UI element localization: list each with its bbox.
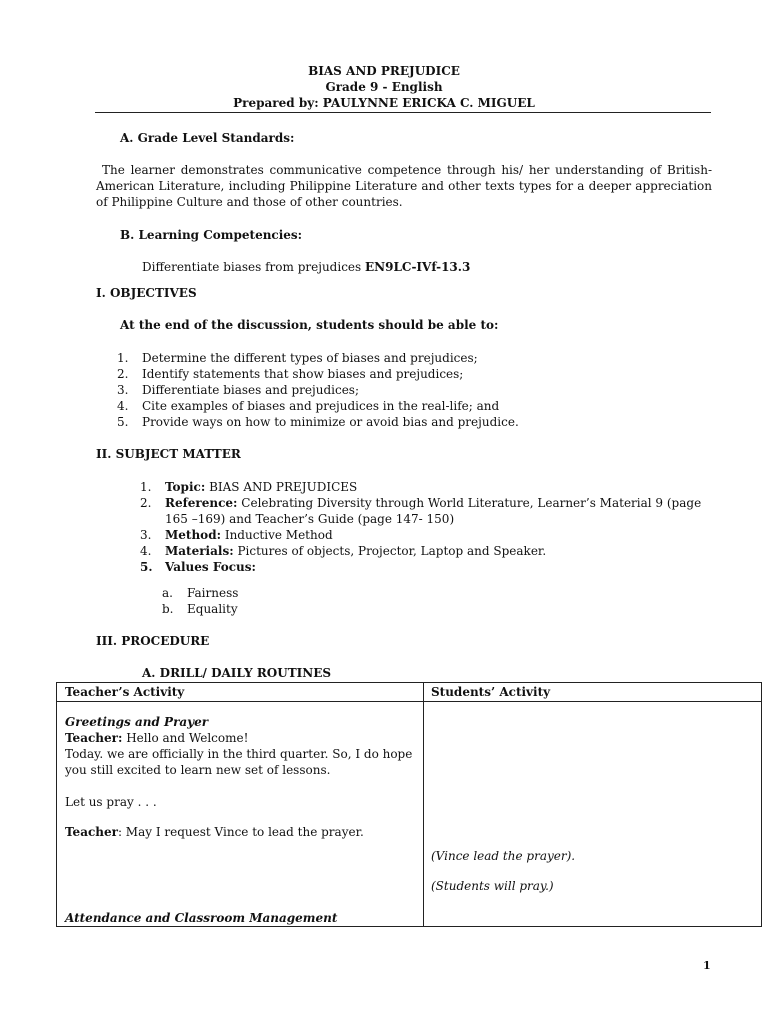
table-header-divider: [57, 701, 761, 702]
list-item-continuation: 165 –169) and Teacher’s Guide (page 147- 150): [165, 512, 455, 526]
subject-matter-heading: II. SUBJECT MATTER: [96, 447, 241, 461]
table-column-divider: [423, 683, 424, 926]
subject-matter-list: [140, 479, 702, 575]
objectives-list: [117, 350, 519, 430]
list-item: 3. Differentiate biases and prejudices;: [117, 383, 360, 397]
document-title: BIAS AND PREJUDICE: [308, 64, 460, 78]
objectives-heading: I. OBJECTIVES: [96, 286, 197, 300]
teacher-line: you still excited to learn new set of lessons.: [65, 763, 331, 777]
learning-competency: [142, 260, 470, 274]
section-a-heading: A. Grade Level Standards:: [120, 131, 295, 145]
list-item: 1. Determine the different types of biases and prejudices;: [117, 351, 478, 365]
activity-table: [56, 682, 762, 927]
grade-level-standards-text: The learner demonstrates communicative competence through his/ her understanding of British-American Literature, including Philippine Literature and other texts types for a deeper appreciation of Philippine Culture and those of other countries.: [96, 163, 712, 209]
grade-line: Grade 9 - English: [325, 80, 443, 94]
teacher-line: Let us pray . . .: [65, 795, 157, 809]
list-item: 5. Provide ways on how to minimize or avoid bias and prejudice.: [117, 415, 519, 429]
attendance-heading: Attendance and Classroom Management: [65, 911, 338, 925]
list-item: 1. Topic: BIAS AND PREJUDICES: [140, 480, 358, 494]
objectives-intro: At the end of the discussion, students should be able to:: [120, 318, 499, 332]
greetings-heading: Greetings and Prayer: [65, 715, 209, 729]
drill-heading: A. DRILL/ DAILY ROUTINES: [142, 666, 332, 680]
list-item: b. Equality: [162, 602, 238, 616]
students-activity-header: Students’ Activity: [431, 685, 551, 699]
list-item: 2. Identify statements that show biases and prejudices;: [117, 367, 464, 381]
teacher-activity-header: Teacher’s Activity: [65, 685, 185, 699]
values-list: [162, 585, 239, 617]
student-response: (Students will pray.): [431, 879, 554, 893]
list-item: 5. Values Focus:: [140, 560, 256, 574]
procedure-heading: III. PROCEDURE: [96, 634, 210, 648]
competency-code: EN9LC-IVf-13.3: [365, 260, 471, 274]
competency-text: Differentiate biases from prejudices: [142, 260, 365, 274]
section-b-heading: B. Learning Competencies:: [120, 228, 303, 242]
student-response: (Vince lead the prayer).: [431, 849, 576, 863]
list-item: 4. Cite examples of biases and prejudices in the real-life; and: [117, 399, 500, 413]
list-item: 3. Method: Inductive Method: [140, 528, 333, 542]
teacher-line: Today. we are officially in the third quarter. So, I do hope: [65, 747, 413, 761]
prepared-by: Prepared by: PAULYNNE ERICKA C. MIGUEL: [233, 96, 535, 110]
list-item: a. Fairness: [162, 586, 239, 600]
teacher-greeting-line: Teacher: Hello and Welcome!: [65, 731, 249, 745]
header-rule: [95, 112, 711, 113]
list-item: 2. Reference: Celebrating Diversity through World Literature, Learner’s Material 9 (page: [140, 496, 702, 510]
teacher-prayer-line: Teacher: May I request Vince to lead the prayer.: [65, 825, 364, 839]
list-item: 4. Materials: Pictures of objects, Projector, Laptop and Speaker.: [140, 544, 547, 558]
page-number: 1: [703, 959, 711, 972]
